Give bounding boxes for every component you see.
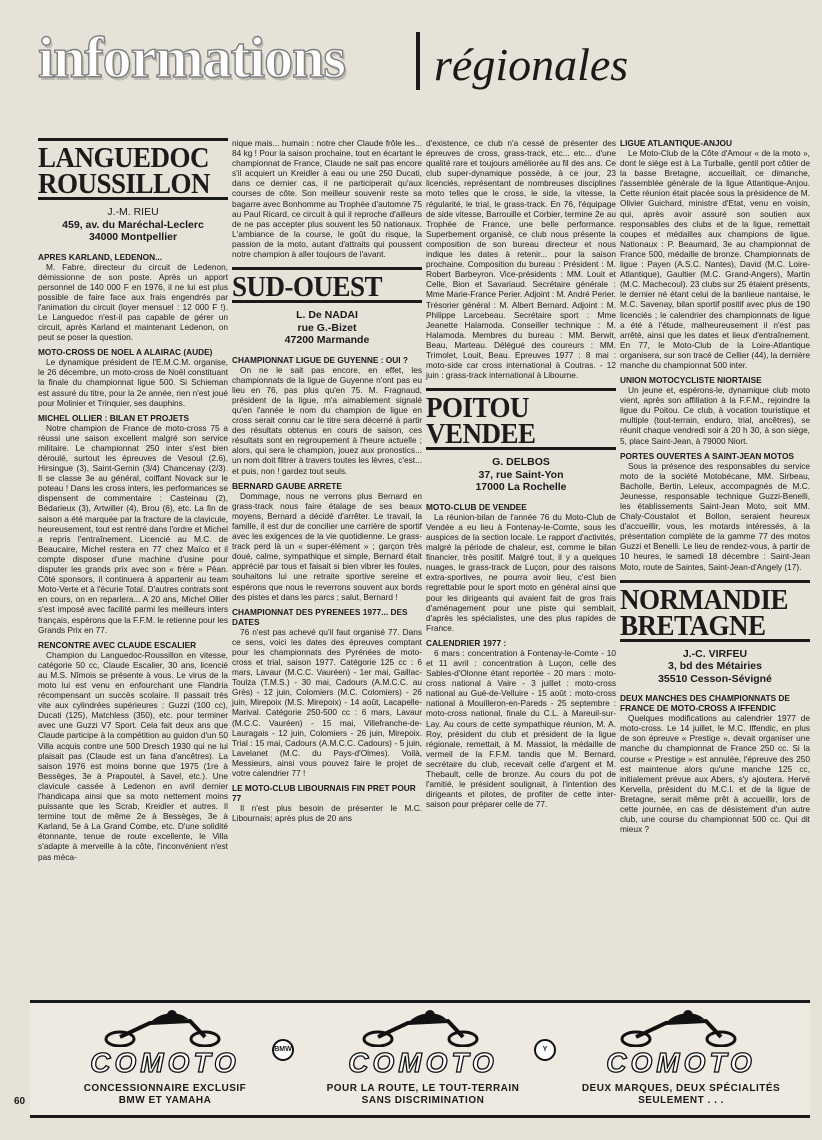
- article: [38, 413, 228, 635]
- ad-tagline-line2: SEULEMENT . . .: [638, 1095, 724, 1106]
- contact-city: 34000 Montpellier: [88, 231, 178, 243]
- article-body: Notre champion de France de moto-cross 75 a réussi une saison excellent malgré son service militaire. Le championnat 250 inter s'est bien déroulé, surtout les épreuves de Vesoul (2.6), Hirsingue (3), Saint-Gernin (3/4) Chancenay (2/3). Il se classe 3e au général, coiffant Novack sur le poteau ! Dans les cross inters, les performances se dispensent de commentaire : Casteinau (2), Bédarieux (3), Artwiller (4), Brou (6), etc. La fin de saison a été marquée par la fracture de la clavicule, heureusement, tout est rentré dans l'ordre et Michel a repris l'entraînement. Licencié au M.C. de Beaucaire, Michel restera en 77 chez Maïco et il compte disposer d'une machine d'usine pour disputer les grands prix avec son « frère » Péan. Côté sponsors, il continuera à appartenir au team Moto-Verte et à l'écurie Total. D'autres contrats sont en cours, on en reparlera... A 20 ans, Michel Ollier s'est imposé avec facilité parmi les meilleurs inters français, espérons que la F.F.M. le retienne pour les Grands Prix en 77.: [38, 422, 229, 635]
- contact-street: 459, av. du Maréchal-Leclerc: [62, 218, 204, 231]
- article-body: Champion du Languedoc-Roussillon en vitesse, catégorie 50 cc, Claude Escalier, 30 ans, licencié au M.S. Nîmois se présente à vous. Le virus de la moto lui est venu en enfourchant une Flandria récompensant un succès scolaire. Il passait très vite aux cylindrées supérieures : Guzzi (100 cc), Ducati (125), Matchless (350), etc. pour terminer avec une Guzzi V7 Sport. Cela fait deux ans que Claude participe à la compétition au guidon d'un 50 Villa acquis contre une 500 Dresch 1930 qui ne lui plaisait pas (Claude est un fana d'ancêtres). La saison 1976 est moins bonne que 1975 (1re à Bessèges, 3e à Prapoutel, à Savel, etc.). Une clavicule cassée à Ledenon en avril dernier l'handicapa ainsi que sa moto nettement moins puissante que les Scrab, Kreidler et autres. Il termine tout de même 2e à Bessèges, 3e à Karland, 5e à La Grand Combe, etc. D'une solidité étonnante, tenue de route excellente, le Villa s'adapte à merveille à la côte, l'inconvénient n'est pas méca-: [38, 649, 228, 862]
- masthead: [38, 22, 798, 100]
- motorcycle-icon: [80, 1009, 250, 1047]
- correspondent-contact: [38, 206, 228, 244]
- contact-city: 17000 La Rochelle: [475, 481, 567, 494]
- article: [232, 355, 422, 476]
- region-header-normandie: [620, 580, 810, 642]
- article-heading: BERNARD GAUBE ARRETE: [232, 480, 342, 491]
- yamaha-logo-icon: Y: [534, 1039, 556, 1061]
- region-title-line1: POITOU: [426, 392, 530, 424]
- ad-tagline-line1: POUR LA ROUTE, LE TOUT-TERRAIN: [326, 1083, 520, 1094]
- comoto-logo: COMOTO: [348, 1047, 498, 1078]
- article-body: La réunion-bilan de l'année 76 du Moto-Club de Vendée a eu lieu à Fontenay-le-Comte, sous les auspices de la section locale. Le rapport d'activités, malgré la période de chaleur, est, comme le bilan financier, très positif. Malgré tout, il y a quelques nuages, le grass-track de Luçon, pour des raisons extra-sportives, ne pourra avoir lieu, c'est bien regrettable pour le sport moto en général ainsi que pour les dirigeants qui avaient fait de gros frais d'aménagement pour une piste qui semblait, d'après les spécialistes, une des plus rapides de France.: [426, 511, 616, 633]
- contact-city: 47200 Marmande: [284, 334, 370, 347]
- contact-name: J.-M. RIEU: [107, 206, 159, 218]
- correspondent-contact: [426, 456, 616, 494]
- article-body: Un jeune et, espérons-le, dynamique club moto vient, après son affiliation à la F.F.M., rejoindre la ligue du Poitou. Ce club, à vocation touristique et multiple (tout-terrain, enduro, trial, ancêtres), se réunit chaque vendredi soir à 20 h 30, à son siège, 5, place Saint-Jean, à 79000 Niort.: [620, 385, 810, 446]
- ad-tagline: [298, 1083, 548, 1107]
- ad-tagline-line1: DEUX MARQUES, DEUX SPÉCIALITÉS: [581, 1083, 781, 1094]
- ad-tagline-line1: CONCESSIONNAIRE EXCLUSIF: [83, 1083, 247, 1094]
- article-body: Le dynamique président de l'E.M.C.M. organise, le 26 décembre, un moto-cross de Noël constituant la finale du championnat ligue 500. Si Schieman est assuré du titre, pour la 2e année, rien n'est joué pour Molinier et Trinquier, ses dauphins.: [38, 357, 228, 408]
- contact-name: J.-C. VIRFEU: [682, 647, 748, 660]
- contact-name: G. DELBOS: [492, 456, 550, 469]
- region-title-line1: NORMANDIE: [620, 583, 788, 616]
- article-body: Le Moto-Club de la Côte d'Amour « de la moto », dont le siège est à La Turballe, gentil port côtier de la basse Bretagne, accueillait, ce dimanche, l'assemblée générale de la ligue Atlantique-Anjou. Cette réunion était placée sous la présidence de M. Olivier Guichard, ministre d'Etat, venu en voisin, qui, après avoir assuré son soutien aux responsables des clubs et de la ligue, remettait coupes et médailles aux champions de ligue. Nationaux : P. Beaumard, 3e au championnat de France 500, médaille de bronze. Championnats de ligue : Payen (A.S.C. Nantes), David (M.C. Loire-Atlantique), Gaultier (M.C. Grand-Angers), Martin (M.C. Machecoul). 23 clubs sur 25 étaient présents, le dernier né étant celui de la banlieue nantaise, le M.C. Savenay, bilan sportif positif avec plus de 190 licenciés ; le calendrier des championnats de ligue a été à l'étude, malheureusement il n'est pas arrêté, ainsi que les dates et lieux d'entraînement. En 77, le Moto-Club de la Loire-Atlantique organisera, sur son tracé de Cellier (44), la dernière manche du championnat 500 inter.: [620, 148, 810, 370]
- column-atlantique-normandie: [620, 138, 810, 834]
- motorcycle-icon: [596, 1009, 766, 1047]
- region-title-line1: LANGUEDOC: [38, 141, 210, 174]
- region-title-line2: ROUSSILLON: [38, 167, 211, 200]
- article-heading: APRES KARLAND, LEDENON...: [38, 251, 162, 262]
- article-body: On ne le sait pas encore, en effet, les championnats de la ligue de Guyenne n'ont pas eu lieu en 76, pas plus qu'en 75. M. Fragnaud, président de la ligue, m'a aimablement signalé qu'en l'année le nom du champion de ligue en cross serait connu car le titre sera décerné à partir des résultats obtenus en cours de saison, ces résultats sont en regroupement à l'heure actuelle ; alors, qui sera le champion, jouez aux pronostics... un nom doit filtrer à travers toutes les lèvres, c'est... et puis, non ! gardez tout seuls.: [232, 364, 422, 476]
- article-heading: LIGUE ATLANTIQUE-ANJOU: [620, 138, 733, 148]
- article-heading: CALENDRIER 1977 :: [426, 637, 507, 648]
- article: [38, 640, 228, 862]
- column-sud-ouest: [232, 138, 422, 823]
- region-header-languedoc: [38, 138, 228, 200]
- bmw-logo-icon: BMW: [272, 1039, 294, 1061]
- article: [620, 375, 810, 446]
- article-heading: MOTO-CLUB DE VENDEE: [426, 501, 527, 512]
- article-body: 76 n'est pas achevé qu'il faut organisé 77. Dans ce sens, voici les dates des épreuves comptant pour les championnats des Pyrénées de moto-cross et trial, saison 1977. Catégorie 125 cc : 6 mars, Lavaur (M.C.C. Vauréen) - 1er mai, Gaillac-Toulza (T.M.S.) - 30 mai, Cadours (A.M.C.C. au Grès) - 12 juin, Colomiers (M.C. Colomiers) - 26 juin, Mirepoix (M.S. Mirepoix) - 14 août, Lacapelle-Marival. Catégorie 250-500 cc : 6 mars, Lavaur (M.C.C. Vauréen) - 15 mai, Villefranche-de-Lauragais - 12 juin, Colomiers - 26 juin, Mirepoix. Trial : 15 mai, Cadours (A.M.C.C. Cadours) - 5 juin, Lavelanet (M.C. du Pays-d'Olmes). Voilà, Messieurs, ainsi vous pouvez faire le projet de votre calendrier 77 !: [232, 626, 422, 778]
- article-body: Dommage, nous ne verrons plus Bernard en grass-track nous faire étalage de ses beaux moyens, Bernard a décidé d'arrêter. Le travail, la famille, il est dur de concilier une carrière de sportif avec les exigences de la vie quotidienne. Le grass-track perd là un « super-élément » ; garçon très doué, calme, sympathique et simple, Bernard était apprécié par tous et faisait si bien vibrer les foules, souhaitons lui une retraite sportive sereine et espérons que nous le reverrons souvent aux bords des pistes et dans les parcs ; salut, Bernard !: [232, 490, 422, 602]
- article: [620, 693, 810, 834]
- article-body: Il n'est plus besoin de présenter le M.C. Libournais; après plus de 20 ans: [232, 803, 422, 824]
- article: [232, 783, 422, 823]
- article-heading: CHAMPIONNAT DES PYRENEES 1977... DES DATES: [232, 606, 408, 627]
- article-heading: MICHEL OLLIER : BILAN ET PROJETS: [38, 412, 190, 423]
- article: [38, 347, 228, 407]
- article-body: M. Fabre, directeur du circuit de Ledenon, démissionne de son poste. Après un apport personnel de 140 000 F en 1976, il ne lui est plus possible de faire face aux frais engendrés par l'animation du circuit (loyer mensuel : 12 000 F !). Le Languedoc n'est-il pas capable de gérer un circuit, après Karland et maintenant Ledenon, on peut se poser la question.: [38, 261, 228, 343]
- contact-street: 3, bd des Métairies: [668, 660, 762, 673]
- article-heading: LE MOTO-CLUB LIBOURNAIS FIN PRET POUR 77: [232, 783, 416, 804]
- article: [38, 252, 228, 343]
- article-continuation: nique mais... humain : notre cher Claude frôle les... 84 kg ! Pour la saison prochaine, tout en écartant le championnat de France, Claude ne sait pas encore s'il acquiert un Kreidler à eau ou une 250 Ducati, dans ce dernier cas, il ne participerait qu'aux courses de côte. Son meilleur souvenir reste sa bagarre avec Bonhomme au Trophée d'automne 75 au Paul Ricard, ce circuit à qui il reproche d'ailleurs de ne pas accepter plus souvent les 50 nationaux. L'ambiance de la course, le goût du risque, la passion de la moto, autant d'attraits qui poussent notre champion à aller toujours de l'avant.: [232, 138, 422, 260]
- contact-name: L. De NADAI: [296, 309, 358, 322]
- contact-city: 35510 Cesson-Sévigné: [658, 672, 772, 685]
- article: [620, 451, 810, 572]
- region-title-line2: VENDEE: [426, 418, 536, 450]
- article: [232, 481, 422, 602]
- region-title: SUD-OUEST: [232, 271, 383, 303]
- ad-unit-1: [40, 1009, 290, 1113]
- region-header-poitou: [426, 388, 616, 450]
- ad-tagline: [556, 1083, 806, 1107]
- column-languedoc: [38, 138, 228, 862]
- masthead-informations: informations: [38, 25, 345, 90]
- region-title-line2: BRETAGNE: [620, 609, 766, 642]
- comoto-logo: COMOTO: [606, 1047, 756, 1078]
- page-number: 60: [14, 1096, 26, 1107]
- article-continuation: d'existence, ce club n'a cessé de présenter des épreuves de cross, grass-track, etc... etc... d'une qualité rare et toujours améliorée au fil des ans. Ce club super-dynamique possède, à ce jour, 23 licenciés, représentant de nombreuses disciplines moto telles que le cross, le side, la vitesse, la régularité, le trial, le grass-track. En 76, l'équipage de side vitesse, Barrouille et Corbier, termine 2e au Trophée de France, une belle performance. Superbement organisé, ce club nous présente la composition de son bureau directeur et nous indique les dates à retenir... pour la saison prochaine. Composition du bureau : Président : M. Robert Barbeyron. Vice-présidents : MM. Louit et Celle, Bion et Savariaud. Secrétaire générale : Mme Marie-France Perier. Adjoint : M. André Perier. Trésorier général : M. Albert Bernard. Adjoint : M. Philippe Larcebeau. Secrétaire sport : Mme Jeanette Halamoda. Conseiller technique : M. Halamoda. Membres du bureau : MM. Berwit, Beau, Marteau. Délégué des coureurs : MM. Trimolet, Louit, Beau. Epreuves 1977 : 8 mai : moto-side car cross international à Coutras. - 12 juin : grass-track international à Libourne.: [426, 138, 616, 381]
- comoto-advertisement: [30, 1000, 810, 1118]
- column-poitou-vendee: [426, 138, 616, 809]
- article-heading: RENCONTRE AVEC CLAUDE ESCALIER: [38, 639, 197, 650]
- ad-tagline: [40, 1083, 290, 1107]
- ad-tagline-line2: SANS DISCRIMINATION: [361, 1095, 485, 1106]
- comoto-logo: COMOTO: [90, 1047, 240, 1078]
- article-body: Quelques modifications au calendrier 1977 de moto-cross. Le 14 juillet, le M.C. Iffendic, en plus de son épreuve « Prestige », devait organiser une manche du championnat de France 250 cc. Si la course « Prestige » est annulée, l'épreuve des 250 est maintenue alors qu'une manche 125 cc, initialement prévue aux Abers, s'y ajoutera. Hervé Kervella, président du M.C.I. et de la ligue de Bretagne, serait même prêt à accueillir, lors de cette journée, en cas de désistement d'un autre club, une course du championnat 500 cc. Qui dit mieux ?: [620, 713, 810, 835]
- masthead-divider: [416, 32, 420, 90]
- article-body: Sous la présence des responsables du service moto de la société Motobécane, MM. Sirbeau, Bacholle, Bertin, Leleux, accompagnés de M.C. Jeunesse, responsable technique Guzzi-Benelli, les établissements Saint-Jean Moto, soit MM. Chaly-Coustalot et Bollon, seraient heureux d'accueillir, vous, les motards intéressés, à la présentation complète de la gamme 77 des motos Guzzi et Benelli. Le lieu de rendez-vous, à partir de 10 heures, le samedi 18 décembre : Saint-Jean Moto, route de Saintes, Saint-Jean-d'Angely (17).: [620, 460, 810, 572]
- article: [620, 138, 810, 370]
- masthead-regionales: régionales: [434, 39, 629, 90]
- ad-tagline-line2: BMW ET YAMAHA: [118, 1095, 212, 1106]
- article-heading: UNION MOTOCYCLISTE NIORTAISE: [620, 375, 762, 386]
- article-body: 6 mars : concentration à Fontenay-le-Comte - 10 et 11 avril : concentration à Luçon, celle des Sables-d'Olonne étant reportée - 20 mars : moto-cross national à Vaire - 3 juillet : moto-cross national au Gué-de-Velluire - 15 août : moto-cross national à Mouilleron-en-Pareds - 25 septembre : moto-cross national, finale du C.L. à Mareuil-sur-Lay. Au cours de cette sympathique réunion, M. A. Roy, président du club et président de la ligue régionale, remettait, à M. Massiot, la médaille de vermeil de la F.F.M. tandis que M. Bernard, secrétaire du club, recevait celle d'argent et M. Thebault, celle de bronze. Au cours du pot de l'amitié, le président soulignait, à l'intention des dirigeants et pilotes, de profiter de cette inter-saison pour préparer celle de 77.: [426, 647, 616, 810]
- region-header-sud-ouest: [232, 267, 422, 303]
- motorcycle-icon: [338, 1009, 508, 1047]
- ad-unit-3: [556, 1009, 806, 1113]
- contact-street: 37, rue Saint-Yon: [478, 468, 564, 481]
- correspondent-contact: [232, 309, 422, 347]
- correspondent-contact: [620, 648, 810, 686]
- article: [426, 638, 616, 810]
- contact-street: rue G.-Bizet: [297, 321, 357, 334]
- article-heading: MOTO-CROSS DE NOEL A ALAIRAC (AUDE): [38, 347, 213, 358]
- article: [426, 502, 616, 633]
- article: [232, 607, 422, 778]
- article-heading: PORTES OUVERTES A SAINT-JEAN MOTOS: [620, 450, 794, 461]
- article-heading: CHAMPIONNAT LIGUE DE GUYENNE : OUI ?: [232, 354, 408, 365]
- ad-unit-2: [298, 1009, 548, 1113]
- article-heading: DEUX MANCHES DES CHAMPIONNATS DE FRANCE DE MOTO-CROSS A IFFENDIC: [620, 693, 790, 714]
